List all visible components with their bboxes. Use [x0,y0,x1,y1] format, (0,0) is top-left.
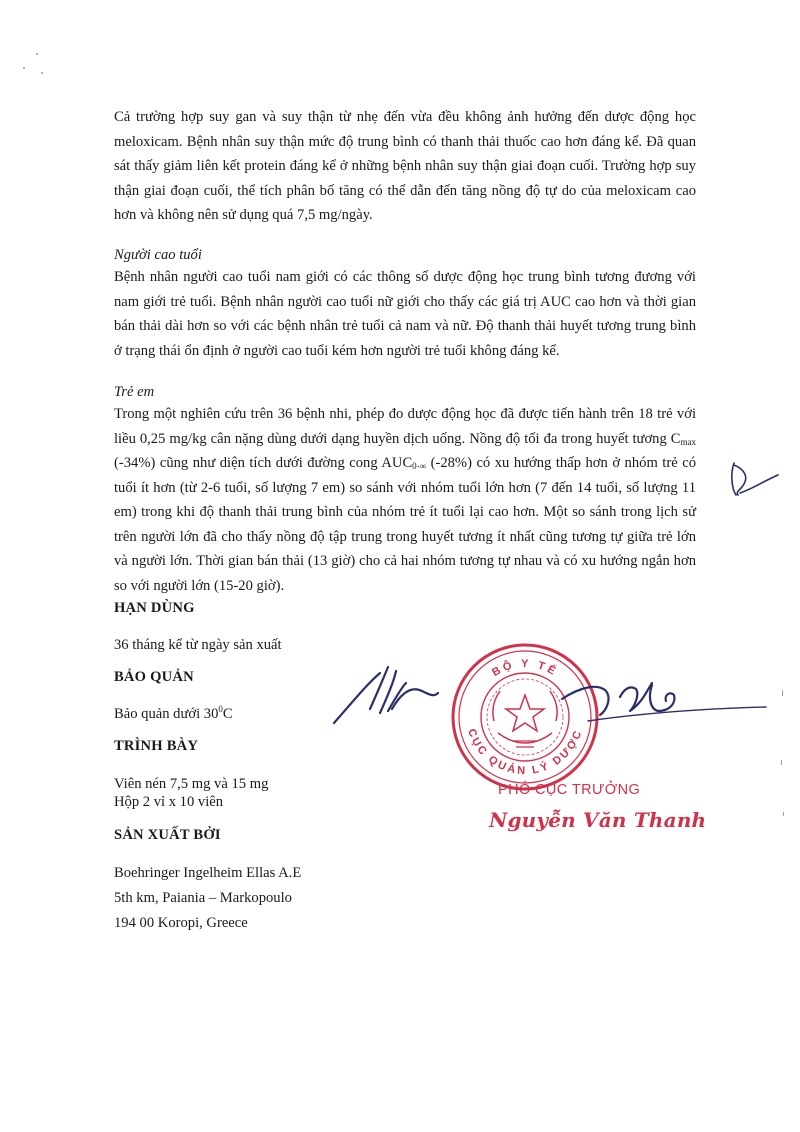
stamp-seal [453,645,597,789]
scan-speck [23,67,25,69]
manufacturer-line-1: Boehringer Ingelheim Ellas A.E [114,865,302,881]
children-heading: Trẻ em [114,384,155,400]
presentation-line-2: Hộp 2 vỉ x 10 viên [114,794,224,810]
scan-speck [36,53,38,55]
auc-subscript: 0-∞ [412,461,427,471]
margin-initial-mark [720,455,780,515]
presentation-line-1: Viên nén 7,5 mg và 15 mg [114,776,269,792]
storage-line [114,705,233,723]
stamp-bottom-text: CỤC QUẢN LÝ DƯỢC [464,727,586,778]
children-text-2: (-34%) cũng như diện tích dưới đường cong AUC [114,455,413,471]
storage-text: Bảo quản dưới 30 [114,706,219,722]
signatory-name: Nguyễn Văn Thanh [489,808,707,832]
degree-superscript: 0 [218,704,223,715]
scan-speck [41,72,43,74]
signatory-title: PHÓ CỤC TRƯỞNG [498,782,641,798]
scan-speck [781,760,782,765]
storage-unit: C [222,706,233,722]
shelf-life-heading: HẠN DÙNG [114,600,195,616]
manufacturer-heading: SẢN XUẤT BỞI [114,827,221,843]
elderly-heading: Người cao tuổi [114,247,202,263]
impairment-paragraph: Cả trường hợp suy gan và suy thận từ nhẹ đến vừa đều không ảnh hưởng đến dược động học meloxicam. Bệnh nhân suy thận mức độ trung bình có thanh thải thuốc cao hơn đáng kể. Đã quan sát thấy giảm liên kết protein đáng kể ở những bệnh nhân suy thận giai đoạn cuối. Trường hợp suy thận giai đoạn cuối, thể tích phân bố tăng có thể dẫn đến tăng nồng độ tự do của meloxicam cao hơn và không nên sử dụng quá 7,5 mg/ngày. [114,109,696,223]
storage-heading: BẢO QUẢN [114,669,194,685]
cmax-subscript: max [680,436,696,447]
manufacturer-line-2: 5th km, Paiania – Markopoulo [114,890,292,906]
manufacturer-line-3: 194 00 Koropi, Greece [114,915,248,931]
children-paragraph [114,402,696,598]
shelf-life-text: 36 tháng kể từ ngày sản xuất [114,637,282,653]
scan-speck [782,690,783,696]
elderly-paragraph: Bệnh nhân người cao tuổi nam giới có các thông số dược động học trung bình tương đương với nam giới trẻ tuổi. Bệnh nhân người cao tuổi nữ giới cho thấy các giá trị AUC cao hơn và thời gian bán thải dài hơn so với các bệnh nhân trẻ tuổi cả nam và nữ. Độ thanh thải huyết tương trung bình ở trạng thái ổn định ở người cao tuổi kém hơn người trẻ tuổi không đáng kể. [114,269,696,359]
stamp-top-text: BỘ Y TẾ [490,657,560,679]
presentation-heading: TRÌNH BÀY [114,738,199,754]
children-text-3: (-28%) có xu hướng thấp hơn ở nhóm trẻ có tuổi ít hơn (từ 2-6 tuổi, số lượng 7 em) so sánh với nhóm tuổi lớn hơn (7 đến 14 tuổi, số lượng 11 em) trong khi độ thanh thải trung bình của nhóm trẻ ít tuổi lại cao hơn. Một so sánh trong lịch sử trên người lớn đã cho thấy nồng độ tập trung trong huyết tương ít nhất cũng tương tự giữa trẻ lớn và người lớn. Thời gian bán thải (13 giờ) cho cả hai nhóm tương tự nhau và có xu hướng ngắn hơn so với người lớn (15-20 giờ). [114,455,696,594]
scan-speck [783,812,784,816]
children-text-1: Trong một nghiên cứu trên 36 bệnh nhi, phép đo dược động học đã được tiến hành trên 18 trẻ với liều 0,25 mg/kg cân nặng dùng dưới dạng huyền dịch uống. Nồng độ tối đa trong huyết tương C [114,406,696,447]
